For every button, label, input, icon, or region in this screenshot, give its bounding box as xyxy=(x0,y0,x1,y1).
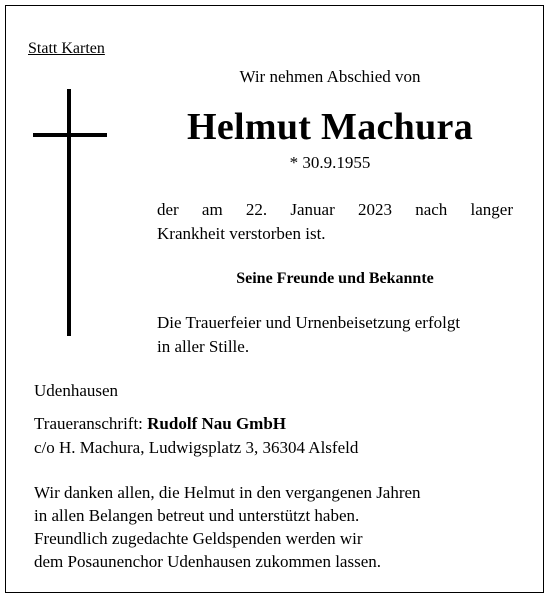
deceased-name: Helmut Machura xyxy=(187,106,473,148)
mourning-address-line-2: c/o H. Machura, Ludwigsplatz 3, 36304 Alsfeld xyxy=(34,438,359,457)
thanks-line-1: Wir danken allen, die Helmut in den vergangenen Jahren xyxy=(34,483,421,502)
intro-text: Wir nehmen Abschied von xyxy=(239,67,421,86)
funeral-service-info xyxy=(157,311,460,359)
service-line-1: Die Trauerfeier und Urnenbeisetzung erfolgt xyxy=(157,313,461,332)
mourners-signature: Seine Freunde und Bekannte xyxy=(236,270,434,287)
thanks-line-3: Freundlich zugedachte Geldspenden werden wir xyxy=(34,529,363,548)
place-name: Udenhausen xyxy=(34,381,119,400)
death-line-2: Krankheit verstorben ist. xyxy=(157,224,326,243)
header-statt-karten: Statt Karten xyxy=(28,40,105,57)
thanks-line-2: in allen Belangen betreut und unterstützt haben. xyxy=(34,506,360,525)
death-line-1: der am 22. Januar 2023 nach langer xyxy=(157,200,513,219)
death-notice xyxy=(157,198,513,246)
address-label: Traueranschrift: xyxy=(34,414,148,433)
birth-date: * 30.9.1955 xyxy=(289,153,371,172)
mourning-address xyxy=(34,414,286,434)
thanks-line-4: dem Posaunenchor Udenhausen zukommen lassen. xyxy=(34,552,381,571)
address-company: Rudolf Nau GmbH xyxy=(147,414,287,433)
service-line-2: in aller Stille. xyxy=(157,337,250,356)
thanks-paragraph xyxy=(34,481,421,573)
